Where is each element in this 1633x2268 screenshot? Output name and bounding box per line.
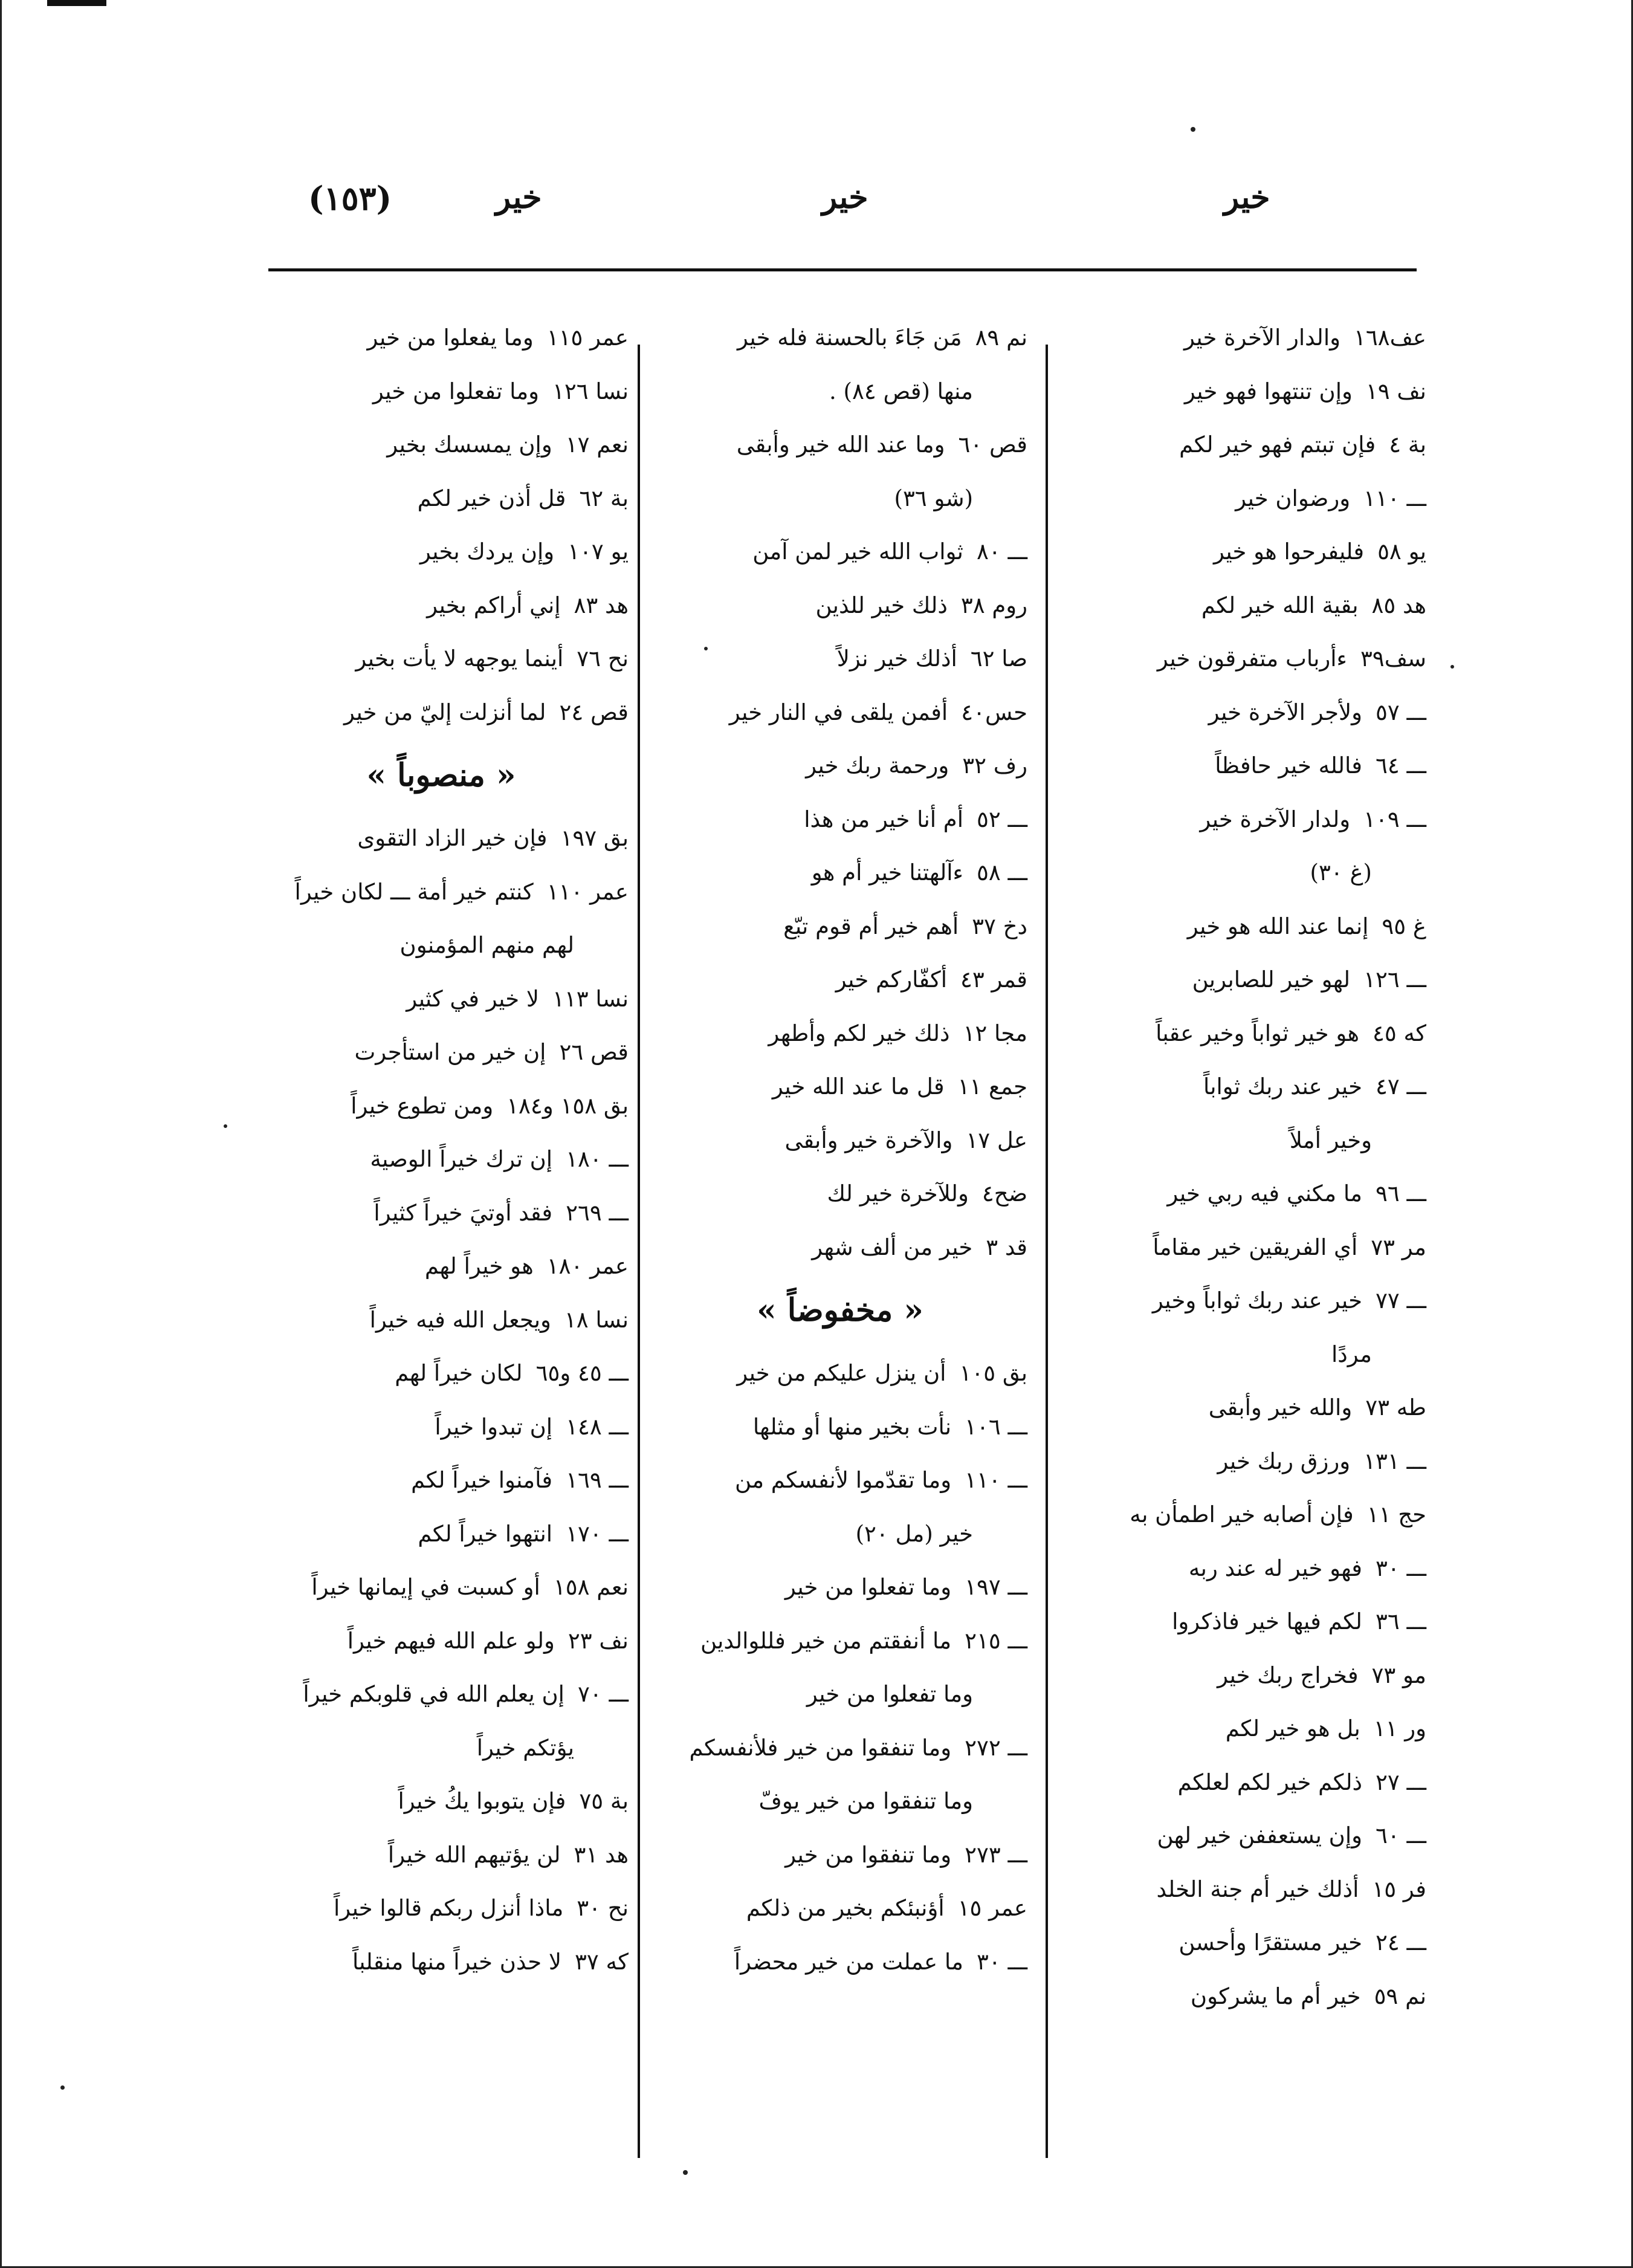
verse-reference: ـــ ٣٠ — [976, 1948, 1027, 1975]
concordance-entry — [1064, 1970, 1426, 2024]
verse-text: لكم فيها خير فاذكروا — [1172, 1609, 1362, 1635]
speck — [683, 2170, 688, 2175]
verse-text: أم أنا خير من هذا — [804, 806, 963, 832]
verse-text: بل هو خير لكم — [1225, 1716, 1360, 1742]
verse-text: ورزق ربك خير — [1217, 1448, 1351, 1474]
verse-reference: هد ٣١ — [574, 1841, 629, 1868]
concordance-entry — [254, 1401, 629, 1454]
concordance-entry — [1064, 1702, 1426, 1756]
verse-reference: قص ٦٠ — [958, 432, 1027, 458]
verse-reference: ـــ ٥٢ — [976, 806, 1027, 832]
verse-reference: قمر ٤٣ — [960, 967, 1027, 993]
verse-text: فآمنوا خيراً لكم — [411, 1467, 553, 1493]
verse-reference: ـــ ٢٦٩ — [566, 1199, 629, 1226]
verse-reference: يو ١٠٧ — [568, 539, 629, 565]
concordance-entry — [1064, 1007, 1426, 1061]
concordance-entry — [254, 311, 629, 365]
concordance-entry — [254, 1829, 629, 1882]
verse-text: وما تنفقوا من خير فلأنفسكم — [689, 1734, 952, 1761]
concordance-entry — [1064, 1435, 1426, 1489]
verse-text: والله خير وأبقى — [1208, 1395, 1353, 1421]
verse-text: أذلك خير نزلاً — [836, 646, 957, 672]
verse-text: أؤنبئكم بخير من ذلكم — [746, 1895, 945, 1921]
concordance-entry — [254, 579, 629, 633]
verse-reference: مر ٧٣ — [1371, 1234, 1426, 1260]
concordance-entry — [254, 1347, 629, 1401]
verse-text: فإن خير الزاد التقوى — [357, 825, 548, 851]
verse-reference: نسا ١٨ — [564, 1306, 629, 1333]
speck — [224, 1124, 227, 1128]
concordance-entry — [1064, 1381, 1426, 1435]
column-divider-left — [638, 345, 640, 2158]
verse-text: ورضوان خير — [1235, 485, 1351, 511]
verse-reference: هد ٨٣ — [574, 592, 629, 618]
concordance-entry — [653, 1615, 1027, 1668]
verse-reference: ور ١١ — [1373, 1716, 1426, 1742]
verse-text: خير عند ربك ثواباً — [1203, 1074, 1362, 1100]
concordance-entry — [1064, 1274, 1426, 1328]
concordance-entry — [254, 1882, 629, 1936]
verse-reference: نح ٣٠ — [577, 1895, 629, 1921]
verse-text: مردًا — [1331, 1341, 1372, 1367]
verse-reference: ـــ ٤٥ و٦٥ — [535, 1360, 629, 1386]
corner-mark — [47, 0, 106, 6]
concordance-entry — [653, 1007, 1027, 1061]
verse-reference: ـــ ١٤٨ — [566, 1413, 629, 1440]
verse-text: ولأجر الآخرة خير — [1208, 699, 1362, 725]
verse-text: فهو خير له عند ربه — [1188, 1555, 1362, 1581]
verse-text: والدار الآخرة خير — [1183, 325, 1340, 351]
verse-reference: حس٤٠ — [961, 699, 1027, 725]
verse-reference: عمر ١١٠ — [546, 878, 629, 905]
verse-reference: رف ٣٢ — [962, 753, 1027, 779]
verse-text: (شو ٣٦) — [894, 485, 973, 511]
concordance-entry — [653, 525, 1027, 579]
verse-reference: عل ١٧ — [966, 1127, 1027, 1153]
verse-reference: بق ١٠٥ — [959, 1360, 1027, 1386]
verse-text: ولدار الآخرة خير — [1200, 806, 1351, 832]
continuation-line — [1064, 1328, 1426, 1382]
concordance-entry — [254, 472, 629, 526]
verse-reference: ـــ ١٩٧ — [965, 1574, 1027, 1600]
verse-text: إنما عند الله هو خير — [1187, 913, 1369, 939]
concordance-entry — [254, 866, 629, 919]
verse-reference: ـــ ٥٨ — [976, 860, 1027, 886]
verse-text: أي الفريقين خير مقاماً — [1153, 1234, 1358, 1260]
verse-text: وما تفعلوا من خير — [806, 1681, 973, 1707]
verse-text: إن ترك خيراً الوصية — [370, 1146, 553, 1172]
concordance-entry — [653, 686, 1027, 740]
concordance-entry — [1064, 1809, 1426, 1863]
concordance-entry — [653, 311, 1027, 365]
concordance-entry — [254, 812, 629, 866]
continuation-line — [653, 365, 1027, 419]
concordance-entry — [653, 1347, 1027, 1401]
concordance-entry — [1064, 365, 1426, 419]
header-rule — [268, 268, 1417, 271]
concordance-entry — [1064, 472, 1426, 526]
verse-reference: بة ٦٢ — [579, 485, 629, 511]
verse-text: فإن تبتم فهو خير لكم — [1179, 432, 1376, 458]
concordance-entry — [653, 1882, 1027, 1936]
concordance-entry — [1064, 1595, 1426, 1649]
verse-text: لهو خير للصابرين — [1192, 967, 1351, 993]
verse-reference: ـــ ٢٧ — [1375, 1769, 1426, 1795]
verse-text: أكفّاركم خير — [835, 967, 947, 993]
verse-reference: ـــ ٦٤ — [1375, 753, 1426, 779]
concordance-entry — [1064, 1863, 1426, 1917]
verse-reference: طه ٧٣ — [1365, 1395, 1426, 1421]
verse-reference: ـــ ٦٠ — [1375, 1822, 1426, 1848]
concordance-entry — [254, 1508, 629, 1561]
verse-reference: بة ٤ — [1389, 432, 1426, 458]
verse-reference: يو ٥٨ — [1377, 539, 1426, 565]
concordance-entry — [254, 525, 629, 579]
verse-reference: ـــ ٢٤ — [1375, 1929, 1426, 1955]
concordance-entry — [653, 632, 1027, 686]
heading-text: « مخفوضاً » — [757, 1292, 923, 1329]
verse-text: انتهوا خيراً لكم — [418, 1520, 553, 1547]
verse-reference: ـــ ١١٠ — [1363, 485, 1426, 511]
verse-text: ذلك خير للذين — [815, 592, 948, 618]
verse-text: وإن يستعففن خير لهن — [1157, 1822, 1362, 1848]
concordance-entry — [653, 1829, 1027, 1882]
verse-text: وما تنفقوا من خير يوفّ — [758, 1788, 973, 1814]
verse-reference: نح ٧٦ — [577, 646, 629, 672]
concordance-entry — [254, 1026, 629, 1080]
verse-text: أهم خير أم قوم تبّع — [783, 913, 959, 939]
verse-reference: قص ٢٤ — [559, 699, 629, 725]
verse-text: قل ما عند الله خير — [772, 1074, 945, 1100]
headword-left: خير — [496, 179, 542, 216]
verse-reference: ـــ ٢٧٢ — [965, 1734, 1027, 1761]
verse-reference: نف ١٩ — [1365, 378, 1426, 404]
verse-reference: جمع ١١ — [957, 1074, 1027, 1100]
verse-reference: روم ٣٨ — [960, 592, 1027, 618]
verse-reference: ـــ ١٣١ — [1363, 1448, 1426, 1474]
verse-text: ثواب الله خير لمن آمن — [752, 539, 963, 565]
verse-text: يؤتكم خيراً — [476, 1734, 574, 1761]
concordance-entry — [653, 846, 1027, 900]
verse-reference: قد ٣ — [986, 1234, 1027, 1260]
verse-reference: ـــ ٣٠ — [1375, 1555, 1426, 1581]
verse-reference: نسا ١١٣ — [552, 985, 629, 1012]
concordance-entry — [254, 1133, 629, 1187]
concordance-entry — [1064, 632, 1426, 686]
verse-reference: ضح٤ — [981, 1181, 1027, 1207]
verse-reference: ـــ ٣٦ — [1375, 1609, 1426, 1635]
concordance-entry — [254, 418, 629, 472]
verse-text: خير (مل ٢٠) — [855, 1520, 973, 1547]
verse-reference: عمر ١٥ — [957, 1895, 1027, 1921]
concordance-entry — [653, 1561, 1027, 1615]
speck — [1191, 127, 1195, 132]
continuation-line — [254, 919, 629, 973]
verse-text: فليفرحوا هو خير — [1213, 539, 1365, 565]
verse-reference: سف٣٩ — [1360, 646, 1426, 672]
verse-reference: كه ٤٥ — [1373, 1020, 1426, 1046]
speck — [1450, 665, 1454, 669]
verse-text: وللآخرة خير لك — [827, 1181, 969, 1207]
concordance-entry — [653, 1936, 1027, 1989]
verse-reference: قص ٢٦ — [559, 1039, 629, 1065]
verse-reference: ـــ ٤٧ — [1375, 1074, 1426, 1100]
verse-text: ومن تطوع خيراً — [351, 1092, 494, 1119]
verse-text: وما عند الله خير وأبقى — [736, 432, 945, 458]
concordance-entry — [653, 1722, 1027, 1775]
concordance-entry — [1064, 1060, 1426, 1114]
verse-text: فإن أصابه خير اطمأن به — [1130, 1502, 1354, 1528]
verse-reference: غ ٩٥ — [1382, 913, 1426, 939]
verse-text: فإن يتوبوا يكُ خيراً — [398, 1788, 566, 1814]
continuation-line — [653, 1508, 1027, 1561]
continuation-line — [1064, 846, 1426, 900]
verse-text: وإن يردك بخير — [419, 539, 555, 565]
concordance-entry — [1064, 1756, 1426, 1810]
concordance-entry — [1064, 1488, 1426, 1542]
continuation-line — [653, 472, 1027, 526]
verse-text: فخراج ربك خير — [1217, 1662, 1359, 1688]
verse-text: هو خير ثواباً وخير عقباً — [1156, 1020, 1360, 1046]
verse-text: ولو علم الله فيهم خيراً — [347, 1627, 555, 1654]
headword-center: خير — [822, 179, 868, 216]
verse-reference: هد ٨٥ — [1371, 592, 1426, 618]
verse-text: والآخرة خير وأبقى — [784, 1127, 953, 1153]
concordance-entry — [254, 1775, 629, 1829]
column-left — [254, 311, 629, 1989]
verse-reference: ـــ ١٢٦ — [1363, 967, 1426, 993]
verse-text: أو كسبت في إيمانها خيراً — [311, 1574, 540, 1600]
continuation-line — [653, 1775, 1027, 1829]
verse-reference: نم ٥٩ — [1374, 1983, 1426, 2009]
verse-text: ما عملت من خير محضراً — [734, 1948, 963, 1975]
concordance-entry — [254, 365, 629, 419]
concordance-entry — [653, 900, 1027, 954]
concordance-entry — [1064, 1167, 1426, 1221]
verse-reference: كه ٣٧ — [575, 1948, 629, 1975]
verse-text: منها (قص ٨٤) . — [829, 378, 973, 404]
verse-text: قل أذن خير لكم — [417, 485, 566, 511]
concordance-entry — [1064, 900, 1426, 954]
verse-text: خير عند ربك ثواباً وخير — [1152, 1288, 1362, 1314]
column-divider-right — [1046, 345, 1048, 2158]
verse-reference: عمر ١١٥ — [546, 325, 629, 351]
verse-text: بقية الله خير لكم — [1201, 592, 1359, 618]
concordance-entry — [653, 1454, 1027, 1508]
concordance-entry — [1064, 953, 1426, 1007]
concordance-entry — [254, 1668, 629, 1722]
concordance-entry — [653, 953, 1027, 1007]
concordance-entry — [1064, 1649, 1426, 1703]
page-number: (١٥٣) — [308, 179, 392, 218]
verse-reference: ـــ ١٦٩ — [566, 1467, 629, 1493]
verse-text: وما تفعلوا من خير — [372, 378, 540, 404]
concordance-entry — [1064, 1916, 1426, 1970]
concordance-entry — [653, 1167, 1027, 1221]
column-right — [1064, 311, 1426, 2023]
verse-reference: مو ٧٣ — [1371, 1662, 1426, 1688]
verse-reference: نف ٢٣ — [568, 1627, 629, 1654]
verse-reference: ـــ ٥٧ — [1375, 699, 1426, 725]
concordance-entry — [653, 793, 1027, 847]
verse-text: لهم منهم المؤمنون — [399, 932, 574, 958]
section-heading — [254, 739, 629, 812]
verse-text: لا خير في كثير — [406, 985, 540, 1012]
verse-reference: دخ ٣٧ — [972, 913, 1027, 939]
verse-reference: ـــ ١٨٠ — [566, 1146, 629, 1172]
concordance-entry — [1064, 686, 1426, 740]
verse-reference: ـــ ١٧٠ — [566, 1520, 629, 1547]
verse-reference: ـــ ٩٦ — [1375, 1181, 1426, 1207]
verse-text: نأت بخير منها أو مثلها — [752, 1413, 952, 1440]
verse-text: ذلكم خير لكم لعلكم — [1177, 1769, 1362, 1795]
verse-text: ورحمة ربك خير — [806, 753, 949, 779]
verse-text: إن خير من استأجرت — [354, 1039, 546, 1065]
verse-text: وما تقدّموا لأنفسكم من — [735, 1467, 952, 1493]
concordance-entry — [1064, 418, 1426, 472]
verse-reference: بة ٧٥ — [579, 1788, 629, 1814]
verse-reference: ـــ ٢١٥ — [965, 1627, 1027, 1654]
verse-text: ماذا أنزل ربكم قالوا خيراً — [333, 1895, 564, 1921]
verse-reference: نسا ١٢٦ — [552, 378, 629, 404]
concordance-entry — [653, 1060, 1027, 1114]
verse-text: كنتم خير أمة ـــ لكان خيراً — [294, 878, 534, 905]
verse-text: ذلك خير لكم وأطهر — [768, 1020, 950, 1046]
verse-text: ءآلهتنا خير أم هو — [811, 860, 963, 886]
concordance-entry — [254, 1294, 629, 1347]
headword-right: خير — [1224, 179, 1270, 216]
continuation-line — [254, 1722, 629, 1775]
concordance-entry — [254, 1240, 629, 1294]
verse-reference: حج ١١ — [1366, 1502, 1426, 1528]
verse-text: لما أنزلت إليّ من خير — [344, 699, 546, 725]
column-middle — [653, 311, 1027, 1989]
verse-text: خير من ألف شهر — [812, 1234, 973, 1260]
verse-reference: نعم ١٧ — [565, 432, 629, 458]
verse-text: إن يعلم الله في قلوبكم خيراً — [303, 1681, 564, 1707]
verse-reference: ـــ ١٠٦ — [965, 1413, 1027, 1440]
concordance-entry — [1064, 1221, 1426, 1275]
heading-text: « منصوباً » — [366, 757, 516, 794]
verse-text: ءأرباب متفرقون خير — [1157, 646, 1347, 672]
verse-reference: بق ١٩٧ — [560, 825, 629, 851]
verse-text: (غ ٣٠) — [1310, 860, 1372, 886]
verse-text: أذلك خير أم جنة الخلد — [1156, 1876, 1359, 1902]
verse-text: أينما يوجهه لا يأت بخير — [355, 646, 564, 672]
verse-reference: فر ١٥ — [1372, 1876, 1426, 1902]
concordance-entry — [653, 1221, 1027, 1275]
concordance-entry — [254, 686, 629, 740]
verse-text: وما تفعلوا من خير — [784, 1574, 952, 1600]
verse-text: وإن يمسسك بخير — [387, 432, 552, 458]
concordance-entry — [653, 579, 1027, 633]
verse-text: وخير أملاً — [1289, 1127, 1372, 1153]
verse-text: أن ينزل عليكم من خير — [737, 1360, 946, 1386]
verse-text: مَن جَاءَ بالحسنة فله خير — [737, 325, 962, 351]
verse-text: وما تنفقوا من خير — [785, 1841, 952, 1868]
continuation-line — [653, 1668, 1027, 1722]
concordance-entry — [254, 1615, 629, 1668]
page-header — [266, 179, 1426, 239]
verse-text: خير مستقرًا وأحسن — [1179, 1929, 1362, 1955]
verse-reference: عف١٦٨ — [1353, 325, 1426, 351]
section-heading — [653, 1274, 1027, 1347]
concordance-entry — [1064, 739, 1426, 793]
concordance-entry — [653, 1114, 1027, 1168]
verse-reference: عمر ١٨٠ — [546, 1253, 629, 1279]
concordance-entry — [1064, 311, 1426, 365]
verse-text: لكان خيراً لهم — [395, 1360, 523, 1386]
verse-text: فالله خير حافظاً — [1215, 753, 1362, 779]
verse-reference: ـــ ١٠٩ — [1363, 806, 1426, 832]
verse-reference: ـــ ١١٠ — [965, 1467, 1027, 1493]
verse-reference: نعم ١٥٨ — [553, 1574, 629, 1600]
verse-text: خير أم ما يشركون — [1190, 1983, 1361, 2009]
continuation-line — [1064, 1114, 1426, 1168]
concordance-entry — [653, 418, 1027, 472]
verse-reference: ـــ ٧٧ — [1375, 1288, 1426, 1314]
concordance-entry — [254, 1561, 629, 1615]
speck — [704, 647, 708, 650]
verse-text: وما يفعلوا من خير — [367, 325, 534, 351]
verse-reference: ـــ ٨٠ — [976, 539, 1027, 565]
verse-text: لن يؤتيهم الله خيراً — [387, 1841, 561, 1868]
verse-text: لا حذن خيراً منها منقلباً — [352, 1948, 562, 1975]
verse-text: ما أنفقتم من خير فللوالدين — [700, 1627, 952, 1654]
verse-text: هو خيراً لهم — [424, 1253, 534, 1279]
verse-reference: ـــ ٧٠ — [577, 1681, 629, 1707]
concordance-entry — [254, 973, 629, 1026]
concordance-entry — [1064, 525, 1426, 579]
concordance-entry — [653, 739, 1027, 793]
verse-text: أفمن يلقى في النار خير — [729, 699, 948, 725]
verse-reference: نم ٨٩ — [975, 325, 1027, 351]
verse-text: فقد أوتيَ خيراً كثيراً — [373, 1199, 553, 1226]
verse-text: ويجعل الله فيه خيراً — [369, 1306, 551, 1333]
concordance-entry — [254, 632, 629, 686]
concordance-entry — [1064, 793, 1426, 847]
concordance-entry — [1064, 579, 1426, 633]
concordance-entry — [254, 1080, 629, 1133]
verse-reference: مجا ١٢ — [963, 1020, 1027, 1046]
verse-reference: صا ٦٢ — [970, 646, 1027, 672]
concordance-entry — [254, 1936, 629, 1989]
verse-reference: بق ١٥٨ و١٨٤ — [506, 1092, 629, 1119]
verse-text: ما مكني فيه ربي خير — [1167, 1181, 1362, 1207]
concordance-entry — [254, 1454, 629, 1508]
verse-text: إني أراكم بخير — [427, 592, 561, 618]
verse-text: إن تبدوا خيراً — [435, 1413, 553, 1440]
concordance-entry — [1064, 1542, 1426, 1596]
verse-reference: ـــ ٢٧٣ — [965, 1841, 1027, 1868]
speck — [60, 2085, 65, 2090]
concordance-entry — [254, 1187, 629, 1240]
verse-text: وإن تنتهوا فهو خير — [1184, 378, 1353, 404]
concordance-entry — [653, 1401, 1027, 1454]
